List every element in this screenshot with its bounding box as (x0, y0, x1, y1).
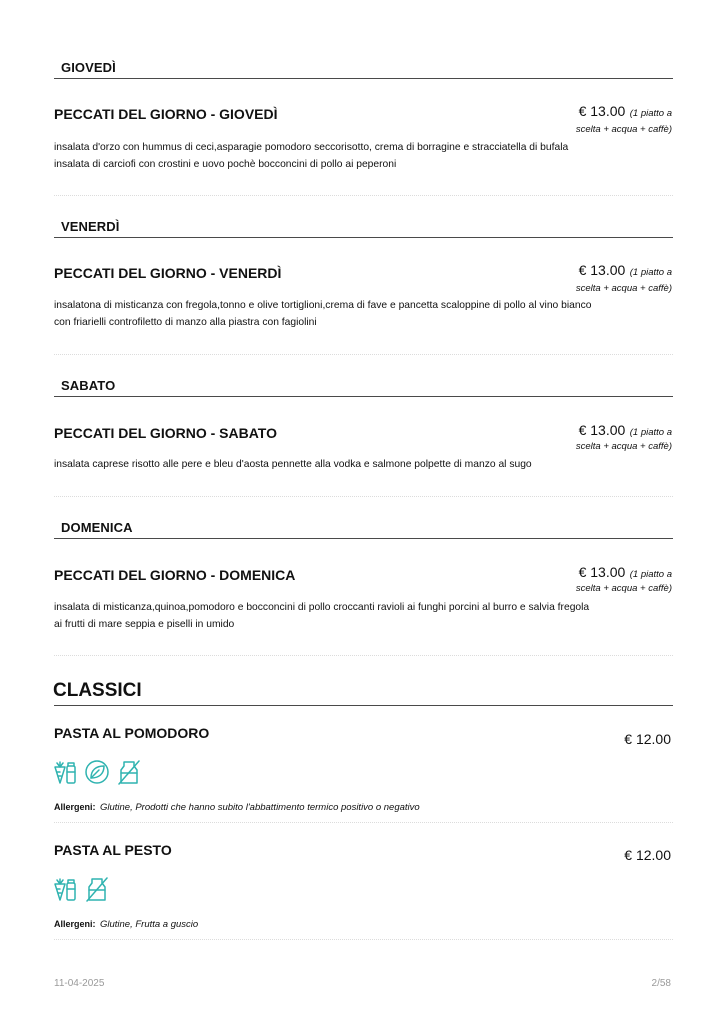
item-name: PASTA AL POMODORO (54, 725, 210, 741)
price-value: € 13.00 (578, 422, 626, 438)
section-divider (54, 237, 673, 238)
item-name: PASTA AL PESTO (54, 842, 172, 858)
section-header: GIOVEDÌ (61, 60, 116, 75)
section-header: DOMENICA (61, 520, 133, 535)
price-value: € 13.00 (578, 262, 626, 278)
section-divider (54, 538, 673, 539)
section-divider (54, 78, 673, 79)
no-lactose-icon (84, 876, 110, 902)
item-separator (54, 822, 673, 823)
allergen-info (54, 914, 198, 932)
vegetarian-icon (52, 759, 78, 785)
price-note-cont: scelta + acqua + caffè) (575, 441, 672, 452)
item-price (579, 564, 672, 582)
description-line: insalata caprese risotto alle pere e bleu d'aosta pennette alla vodka e salmone polpette di manzo al sugo (54, 459, 532, 470)
allergen-list: Glutine, Prodotti che hanno subito l'abbattimento termico positivo o negativo (99, 802, 420, 813)
category-divider (54, 705, 673, 706)
price-note-cont: scelta + acqua + caffè) (575, 283, 672, 294)
item-price (579, 422, 672, 440)
item-description (54, 297, 591, 331)
item-separator (54, 939, 673, 940)
category-title: CLASSICI (53, 680, 142, 701)
vegan-leaf-icon (84, 759, 110, 785)
item-name: PECCATI DEL GIORNO - GIOVEDÌ (54, 106, 278, 122)
allergen-list: Glutine, Frutta a guscio (99, 919, 199, 930)
item-separator (54, 655, 673, 656)
price-note: (1 piatto a (629, 427, 672, 438)
price-note: (1 piatto a (629, 569, 672, 580)
price-value: € 13.00 (578, 564, 626, 580)
description-line: con friarielli controfiletto di manzo alla piastra con fagiolini (54, 317, 317, 328)
page-number: 2/58 (651, 978, 671, 989)
item-price: € 12.00 (624, 731, 671, 747)
price-note: (1 piatto a (629, 108, 672, 119)
item-price (579, 103, 672, 121)
item-price (579, 262, 672, 280)
item-separator (54, 195, 673, 196)
price-value: € 13.00 (578, 103, 626, 119)
no-lactose-icon (116, 759, 142, 785)
description-line: insalatona di misticanza con fregola,tonno e olive tortiglioni,crema di fave e pancetta scaloppine di pollo al vino bianco (54, 300, 592, 311)
description-line: insalata d'orzo con hummus di ceci,asparagie pomodoro seccorisotto, crema di borragine e stracciatella di bufala (54, 142, 569, 153)
item-name: PECCATI DEL GIORNO - VENERDÌ (54, 265, 282, 281)
item-description (54, 599, 589, 633)
item-price: € 12.00 (624, 847, 671, 863)
item-name: PECCATI DEL GIORNO - DOMENICA (54, 567, 296, 583)
description-line: insalata di misticanza,quinoa,pomodoro e bocconcini di pollo croccanti ravioli ai funghi porcini al burro e salvia fregola (54, 602, 590, 613)
footer-date: 11-04-2025 (54, 978, 105, 989)
vegetarian-icon (52, 876, 78, 902)
allergen-label: Allergeni: (54, 919, 96, 929)
section-header: VENERDÌ (61, 219, 120, 234)
price-note-cont: scelta + acqua + caffè) (575, 583, 672, 594)
price-note-cont: scelta + acqua + caffè) (575, 124, 672, 135)
allergen-info (54, 797, 420, 815)
item-separator (54, 496, 673, 497)
section-divider (54, 396, 673, 397)
description-line: ai frutti di mare seppia e piselli in umido (54, 619, 235, 630)
item-separator (54, 354, 673, 355)
allergen-label: Allergeni: (54, 802, 96, 812)
price-note: (1 piatto a (629, 267, 672, 278)
item-description (54, 139, 568, 173)
item-name: PECCATI DEL GIORNO - SABATO (54, 425, 277, 441)
section-header: SABATO (61, 378, 116, 393)
description-line: insalata di carciofi con crostini e uovo pochè bocconcini di pollo ai peperoni (54, 159, 397, 170)
item-description (54, 456, 532, 473)
